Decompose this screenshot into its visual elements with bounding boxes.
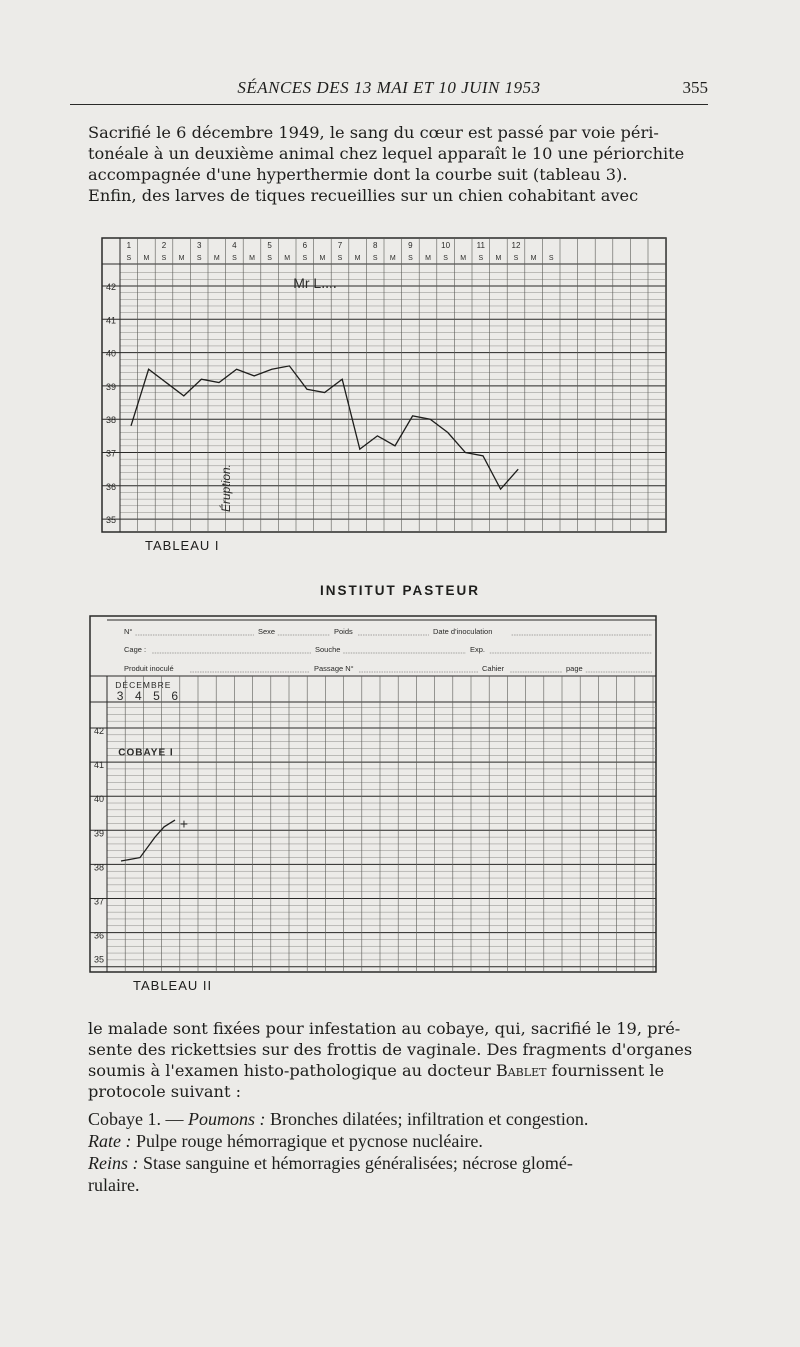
chart-2-svg [88,614,660,976]
session-label: M [389,255,396,262]
form-field-label: Produit inoculé [124,664,174,673]
header-title: SÉANCES DES 13 MAI ET 10 JUIN 1953 [237,78,541,97]
finding-label: Reins : [88,1153,139,1173]
y-tick-label: 42 [93,726,105,736]
text-span: soumis à l'examen histo-pathologique au docteur [88,1061,491,1080]
form-field-label: N° [124,627,133,636]
finding-cobaye [88,1108,710,1130]
month-label: DÉCEMBRE [115,680,172,690]
session-label: M [178,255,185,262]
y-tick-label: 38 [105,415,117,426]
day-label: 12 [511,241,521,250]
running-header [70,78,708,105]
day-label: 5 [267,241,272,250]
session-label: S [161,255,167,262]
temperature-chart-2 [88,614,660,980]
day-label: 7 [337,241,343,250]
session-label: M [530,255,537,262]
text-span: fournissent le [551,1061,665,1080]
session-label: S [302,255,308,262]
text-line: accompagnée d'une hyperthermie dont la courbe suit (tableau 3). [88,165,628,184]
session-label: M [460,255,467,262]
day-label: 3 [196,241,202,250]
day-label: 5 [153,689,160,703]
y-tick-label: 40 [93,794,105,805]
y-tick-label: 41 [93,760,105,771]
form-field-label: Cage : [124,645,147,654]
day-label: 6 [302,241,308,250]
finding-rate [88,1130,710,1152]
session-label: S [337,255,343,262]
text-line: Enfin, des larves de tiques recueillies sur un chien cohabitant avec [88,186,639,205]
form-field-label: page [566,664,583,673]
y-tick-label: 35 [105,515,117,526]
y-tick-label: 37 [105,448,117,459]
chart-1-caption: TABLEAU I [145,538,220,553]
day-label: 11 [476,241,485,250]
paragraph-protocol [88,1018,710,1102]
form-field-label: Poids [334,627,353,636]
y-tick-label: 36 [105,481,117,492]
eruption-annotation: Éruption. [219,463,233,513]
session-label: S [196,255,202,262]
finding-reins [88,1152,710,1174]
page-number: 355 [682,78,708,97]
text-line: protocole suivant : [88,1082,242,1101]
y-tick-label: 36 [93,930,105,941]
form-field-label: Date d'inoculation [433,627,493,636]
temperature-chart-1 [100,236,670,540]
finding-text: Bronches dilatées; infiltration et congestion. [269,1109,589,1129]
session-label: M [354,255,361,262]
day-label: 9 [408,241,413,250]
day-label: 6 [171,689,179,703]
session-label: S [513,255,519,262]
chart-1-svg [100,236,670,536]
day-label: 4 [232,241,237,250]
death-marker: + [179,815,189,832]
session-label: M [284,255,291,262]
session-label: S [372,255,378,262]
y-tick-label: 39 [93,828,105,839]
y-tick-label: 38 [93,862,105,873]
finding-text: Stase sanguine et hémorragies généralisées; nécrose glomé- [142,1153,573,1173]
session-label: S [126,255,132,262]
text-line: sente des rickettsies sur des frottis de vaginale. Des fragments d'organes [88,1040,693,1059]
text-line: tonéale à un deuxième animal chez lequel apparaît le 10 une périorchite [88,144,685,163]
finding-label: Rate : [88,1131,132,1151]
text-line [88,1060,710,1081]
session-label: M [143,255,150,262]
institute-title: INSTITUT PASTEUR [320,583,480,598]
chart-2-caption: TABLEAU II [133,978,213,993]
author-name: Bablet [495,1061,547,1080]
day-label: 8 [372,241,378,250]
temperature-series [131,366,518,489]
session-label: S [443,255,448,262]
session-label: S [232,255,237,262]
day-label: 1 [126,241,132,250]
session-label: M [249,255,255,262]
patient-label: Mr L.... [293,275,337,291]
y-tick-label: 37 [93,896,105,907]
form-field-label: Cahier [482,664,505,673]
form-field-label: Passage N° [314,664,354,673]
day-label: 10 [441,241,451,250]
text-line: le malade sont fixées pour infestation au cobaye, qui, sacrifié le 19, pré- [88,1019,681,1038]
session-label: S [408,255,413,262]
session-label: M [213,255,220,262]
finding-label: Poumons : [187,1109,266,1129]
day-label: 4 [134,689,142,703]
form-field-label: Exp. [470,645,486,654]
form-field-label: Sexe [258,627,276,636]
day-label: 3 [116,689,124,703]
finding-lead: Cobaye 1. — [88,1109,184,1129]
form-field-label: Souche [315,645,341,654]
y-tick-label: 39 [105,381,117,392]
session-label: M [495,255,502,262]
session-label: M [319,255,326,262]
finding-reins-cont: rulaire. [88,1175,140,1195]
paragraph-intro [88,122,710,206]
session-label: S [478,255,484,262]
session-label: S [548,255,554,262]
temperature-series [121,820,175,861]
y-tick-label: 40 [105,348,117,359]
y-tick-label: 41 [105,315,117,326]
series-label: COBAYE I [118,747,174,759]
finding-text: Pulpe rouge hémorragique et pycnose nucléaire. [135,1131,483,1151]
y-tick-label: 35 [93,954,105,965]
session-label: M [425,255,431,262]
session-label: S [267,255,272,262]
y-tick-label: 42 [105,282,117,292]
paragraph-findings [88,1108,710,1196]
text-line: Sacrifié le 6 décembre 1949, le sang du cœur est passé par voie péri- [88,123,659,142]
day-label: 2 [161,241,167,250]
